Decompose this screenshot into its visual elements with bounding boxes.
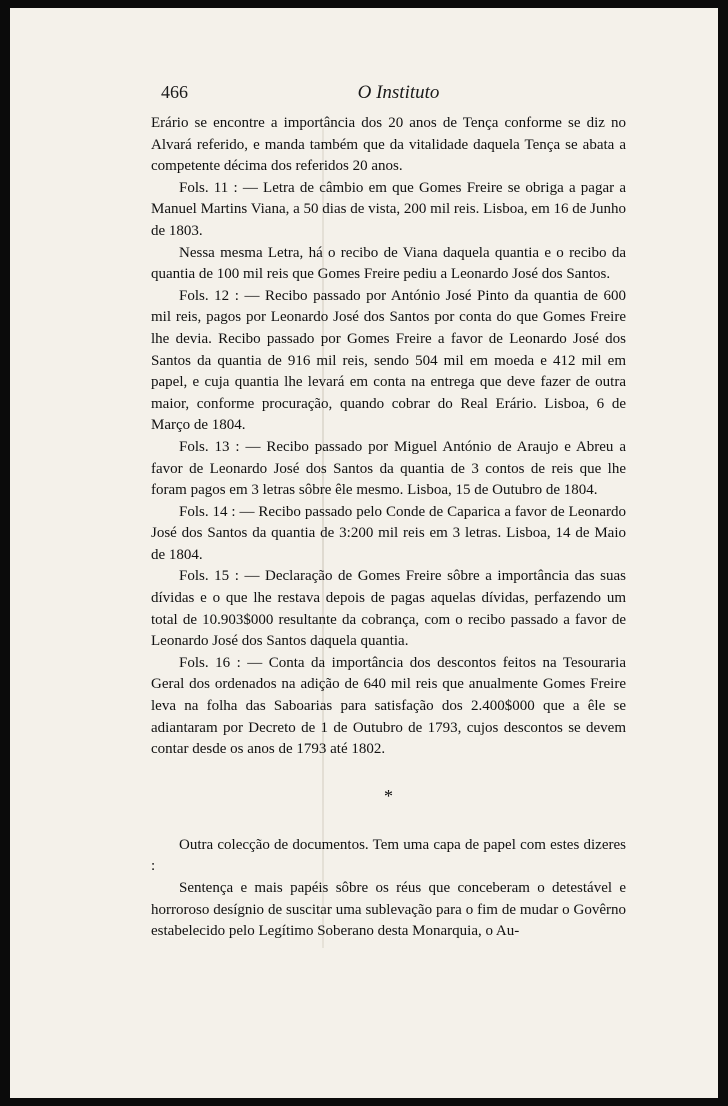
paragraph: Sentença e mais papéis sôbre os réus que conceberam o detestável e horroroso desígnio de suscitar uma sublevação para o fim de mudar o Govêrno estabelecido pelo Legítimo Soberano desta Monarquia, o Au-: [151, 880, 626, 940]
paragraph: Erário se encontre a importância dos 20 anos de Tença conforme se diz no Alvará referido, e manda também que da vitalidade daquela Tença se abata a competente décima dos referidos 20 anos.: [151, 115, 626, 175]
paragraph: Nessa mesma Letra, há o recibo de Viana daquela quantia e o recibo da quantia de 100 mil reis que Gomes Freire pediu a Leonardo José dos Santos.: [151, 244, 626, 283]
section-separator: *: [384, 785, 393, 806]
paragraph: Outra colecção de documentos. Tem uma capa de papel com estes dizeres :: [151, 836, 626, 875]
paragraph: Fols. 14 : — Recibo passado pelo Conde de Caparica a favor de Leonardo José dos Santos da quantia de 3:200 mil reis em 3 letras. Lisboa, 14 de Maio de 1804.: [151, 503, 626, 563]
paragraph: Fols. 15 : — Declaração de Gomes Freire sôbre a importância das suas dívidas e o que lhe restava depois de pagas aquelas dívidas, perfazendo um total de 10.903$000 resultante da cobrança, com o recibo passado a favor de Leonardo José dos Santos daquela quantia.: [151, 568, 626, 650]
paragraph: Fols. 12 : — Recibo passado por António José Pinto da quantia de 600 mil reis, pagos por Leonardo José dos Santos por conta do que Gomes Freire lhe devia. Recibo passado por Gomes Freire a favor de Leonardo José dos Santos da quantia de 916 mil reis, sendo 504 mil em moeda e 412 mil em papel, e cuja quantia lhe levará em conta na entrega que deve fazer de outra maior, conforme procuração, quando cobrar do Real Erário. Lisboa, 6 de Março de 1804.: [151, 287, 626, 434]
running-title: O Instituto: [357, 82, 440, 103]
paragraph: Fols. 13 : — Recibo passado por Miguel António de Araujo e Abreu a favor de Leonardo José dos Santos da quantia de 3 contos de reis que lhe foram pagos em 3 letras sôbre êle mesmo. Lisboa, 15 de Outubro de 1804.: [151, 438, 626, 499]
paragraph: Fols. 11 : — Letra de câmbio em que Gomes Freire se obriga a pagar a Manuel Martins Viana, a 50 dias de vista, 200 mil reis. Lisboa, em 16 de Junho de 1803.: [151, 179, 626, 239]
page-body: [151, 113, 626, 943]
page-number: 466: [161, 82, 188, 102]
page-header: [161, 78, 636, 108]
paragraph: Fols. 16 : — Conta da importância dos descontos feitos na Tesouraria Geral dos ordenados na adição de 640 mil reis que anualmente Gomes Freire leva na folha das Saboarias para satisfação dos 2.400$000 que a êle se adiantaram por Decreto de 1 de Outubro de 1793, cujos descontos se devem contar desde os anos de 1793 até 1802.: [151, 654, 626, 758]
